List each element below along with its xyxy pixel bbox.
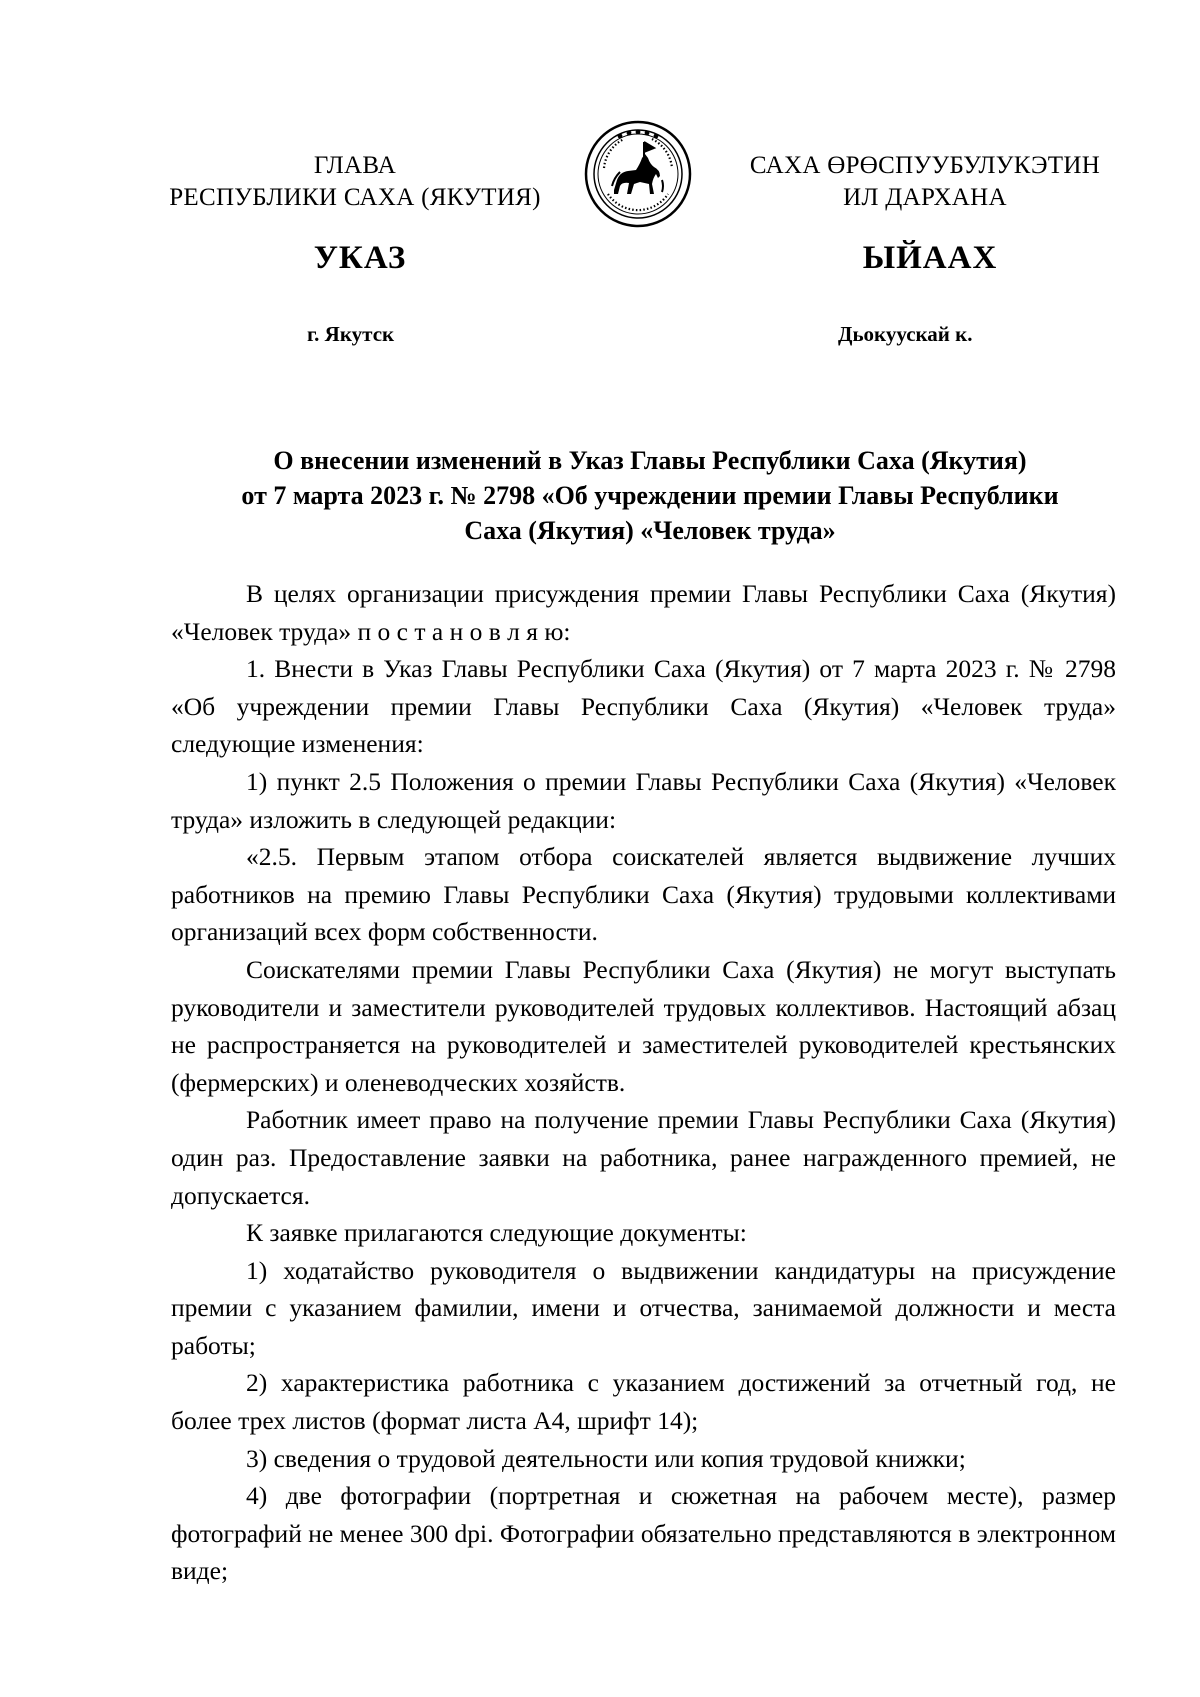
decree-body bbox=[171, 575, 1116, 1590]
doc-type-ru: УКАЗ bbox=[313, 240, 407, 276]
decree-title bbox=[170, 443, 1130, 548]
issuer-sakha-line1: САХА ӨРӨСПУУБУЛУКЭТИН bbox=[749, 152, 1101, 179]
issuer-sakha bbox=[730, 150, 1120, 214]
paragraph-document-4: 4) две фотографии (портретная и сюжетная на рабочем месте), размер фотографий не менее 300 dpi. Фотографии обязательно представляются в электронном виде; bbox=[171, 1481, 1116, 1586]
paragraph-preamble: В целях организации присуждения премии Главы Республики Саха (Якутия) «Человек труда» п о с т а н о в л я ю: bbox=[171, 579, 1116, 646]
issuer-sakha-line2: ИЛ ДАРХАНА bbox=[843, 184, 1007, 211]
issuer-ru bbox=[150, 150, 560, 214]
doc-type-sakha: ЫЙААХ bbox=[862, 240, 998, 276]
decree-title-line2: от 7 марта 2023 г. № 2798 «Об учреждении премии Главы Республики bbox=[241, 481, 1059, 510]
paragraph-once: Работник имеет право на получение премии Главы Республики Саха (Якутия) один раз. Предоставление заявки на работника, ранее награжденного премией, не допускается. bbox=[171, 1105, 1116, 1210]
paragraph-applicants: Соискателями премии Главы Республики Саха (Якутия) не могут выступать руководители и заместители руководителей трудовых коллективов. Настоящий абзац не распространяется на руководителей и заместителей руководителей крестьянских (фермерских) и оленеводческих хозяйств. bbox=[171, 954, 1116, 1097]
decree-title-line3: Саха (Якутия) «Человек труда» bbox=[464, 516, 836, 545]
city-sakha: Дьокуускай к. bbox=[838, 322, 973, 346]
issuer-ru-line1: ГЛАВА bbox=[313, 152, 397, 179]
paragraph-subitem-1: 1) пункт 2.5 Положения о премии Главы Республики Саха (Якутия) «Человек труда» изложить в следующей редакции: bbox=[171, 766, 1116, 834]
paragraph-document-1: 1) ходатайство руководителя о выдвижении кандидатуры на присуждение премии с указанием фамилии, имени и отчества, занимаемой должности и места работы; bbox=[171, 1255, 1116, 1360]
paragraph-document-2: 2) характеристика работника с указанием достижений за отчетный год, не более трех листов (формат листа А4, шрифт 14); bbox=[171, 1368, 1116, 1436]
paragraph-documents-intro: К заявке прилагаются следующие документы: bbox=[246, 1218, 747, 1248]
paragraph-clause-2-5: «2.5. Первым этапом отбора соискателей является выдвижение лучших работников на премию Главы Республики Саха (Якутия) трудовыми коллективами организаций всех форм собственности. bbox=[171, 842, 1116, 947]
issuer-ru-line2: РЕСПУБЛИКИ САХА (ЯКУТИЯ) bbox=[169, 184, 541, 211]
city-ru: г. Якутск bbox=[307, 322, 395, 346]
paragraph-document-3: 3) сведения о трудовой деятельности или копия трудовой книжки; bbox=[246, 1443, 966, 1473]
decree-title-line1: О внесении изменений в Указ Главы Республики Саха (Якутия) bbox=[273, 446, 1027, 475]
coat-of-arms-emblem-icon bbox=[584, 120, 692, 228]
paragraph-item-1: 1. Внести в Указ Главы Республики Саха (Якутия) от 7 марта 2023 г. № 2798 «Об учреждении премии Главы Республики Саха (Якутия) «Человек труда» следующие изменения: bbox=[171, 654, 1116, 759]
